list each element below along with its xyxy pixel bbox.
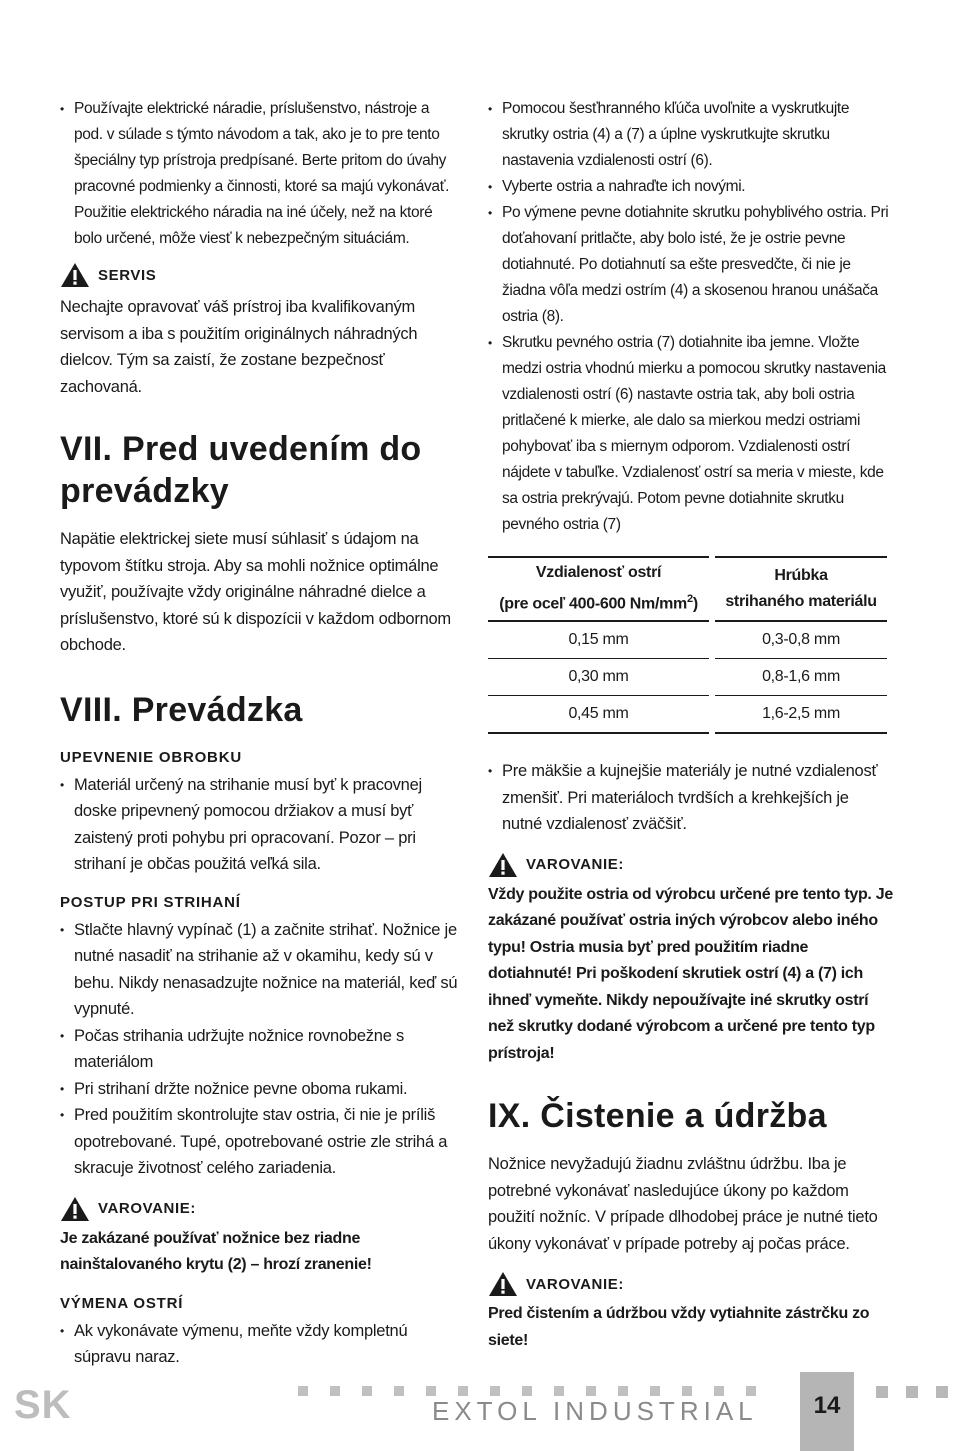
section8-title: VIII. Prevádzka (60, 690, 303, 729)
list-item: • Počas strihania udržujte nožnice rovnobežne s materiálom (60, 1023, 460, 1076)
table-header-thickness: Hrúbka strihaného materiálu (715, 556, 887, 622)
warning2-heading (488, 852, 893, 878)
list-item: • Materiál určený na strihanie musí byť k pracovnej doske pripevnený pomocou držiakov a musí byť zaistený proti pohybu pri opracovaní. Pozor – pri strihaní je občas použitá veľká sila. (60, 772, 460, 878)
list-item: • Pomocou šesťhranného kľúča uvoľnite a vyskrutkujte skrutky ostria (4) a (7) a úplne vyskrutkujte skrutku nastavenia vzdialenosti ostrí (6). (488, 96, 893, 174)
servis-heading (60, 262, 460, 288)
brand-logo: EXTOL INDUSTRIAL (432, 1396, 758, 1426)
list-item: • Ak vykonávate výmenu, meňte vždy kompletnú súpravu naraz. (60, 1318, 460, 1371)
list-item: • Používajte elektrické náradie, príslušenstvo, nástroje a pod. v súlade s týmto návodom a tak, ako je to pre tento špeciálny typ prístroja predpísané. Berte pritom do úvahy pracovné podmienky a činnosti, ktoré sa majú vykonávať. Použitie elektrického náradia na iné účely, než na ktoré bolo určené, môže viesť k nebezpečným situáciám. (60, 96, 460, 252)
material-note-list (488, 758, 893, 838)
list-item: • Pred použitím skontrolujte stav ostria, či nie je príliš opotrebované. Tupé, opotrebované ostrie zle strihá a skracuje životnosť celého zariadenia. (60, 1102, 460, 1182)
vymena-list (60, 1318, 460, 1371)
table-header-row (488, 556, 887, 622)
upevnenie-list (60, 772, 460, 878)
list-item: • Vyberte ostria a nahraďte ich novými. (488, 174, 893, 200)
servis-text: Nechajte opravovať váš prístroj iba kvalifikovaným servisom a iba s použitím originálnych náhradných dielcov. Tým sa zaistí, že zostane bezpečnosť zachovaná. (60, 298, 418, 396)
warning-icon (488, 852, 518, 878)
warning2-title: VAROVANIE: (526, 856, 624, 873)
postup-list (60, 917, 460, 1182)
list-item: • Po výmene pevne dotiahnite skrutku pohyblivého ostria. Pri doťahovaní pritlačte, aby bolo isté, že je ostrie pevne dotiahnuté. Po dotiahnutí sa ešte presvedčte, či nie je žiadna vôľa medzi ostrím (4) a skosenou hranou unášača ostria (8). (488, 200, 893, 330)
warning1-title: VAROVANIE: (98, 1200, 196, 1217)
section7-text: Napätie elektrickej siete musí súhlasiť s údajom na typovom štítku stroja. Aby sa mohli nožnice optimálne využiť, používajte vždy originálne náhradné dielce a príslušenstvo, ktoré sú k dispozícii v každom odbornom obchode. (60, 530, 451, 654)
section7-title: VII. Pred uvedením do prevádzky (60, 430, 422, 510)
warning3-title: VAROVANIE: (526, 1275, 624, 1293)
postup-title: POSTUP PRI STRIHANÍ (60, 893, 241, 911)
table-row: 0,45 mm 1,6-2,5 mm (488, 696, 887, 734)
list-item: • Pre mäkšie a kujnejšie materiály je nutné vzdialenosť zmenšiť. Pri materiáloch tvrdších a krehkejších je nutné vzdialenosť zväčšiť. (488, 758, 893, 838)
warning3-text: Pred čistením a údržbou vždy vytiahnite zástrčku zo siete! (488, 1305, 870, 1349)
table-header-gap: Vzdialenosť ostrí (pre oceľ 400-600 $Nm/mm^2$) (488, 556, 709, 622)
table-row: 0,30 mm 0,8-1,6 mm (488, 659, 887, 696)
warning3-heading (488, 1271, 893, 1297)
right-column (488, 96, 893, 1354)
left-column (60, 96, 460, 1371)
language-code: SK (14, 1383, 72, 1427)
list-item: • Pri strihaní držte nožnice pevne oboma rukami. (60, 1076, 460, 1103)
list-item: • Stlačte hlavný vypínač (1) a začnite strihať. Nožnice je nutné nasadiť na strihanie až v okamihu, kedy sú v behu. Nikdy nenasadzujte nožnice na materiál, keď sú vypnuté. (60, 917, 460, 1023)
blade-steps-list (488, 96, 893, 538)
warning-icon (60, 1196, 90, 1222)
blade-gap-table (482, 556, 893, 734)
vymena-title: VÝMENA OSTRÍ (60, 1294, 184, 1312)
warning-icon (488, 1271, 518, 1297)
footer-decoration (298, 1386, 756, 1396)
warning2-text: Vždy použite ostria od výrobcu určené pre tento typ. Je zakázané používať ostria iných výrobcov alebo iného typu! Ostria musia byť pred použitím riadne dotiahnuté! Pri poškodení skrutiek ostrí (4) a (7) ich ihneď vymeňte. Nikdy nepoužívajte iné skrutky ostrí než skrutky dodané výrobcom a určené pre tento typ prístroja! (488, 885, 893, 1062)
section9-text: Nožnice nevyžadujú žiadnu zvláštnu údržbu. Iba je potrebné vykonávať nasledujúce úkony po každom použití nožníc. V prípade dlhodobej práce je nutné tieto úkony vykonávať v prípade potreby aj počas práce. (488, 1155, 878, 1253)
intro-list (60, 96, 460, 252)
servis-title: SERVIS (98, 266, 157, 284)
warning1-heading (60, 1196, 460, 1222)
upevnenie-title: UPEVNENIE OBROBKU (60, 748, 242, 766)
footer-decoration-right (876, 1386, 948, 1398)
section9-title: IX. Čistenie a údržba (488, 1097, 827, 1135)
table-row: 0,15 mm 0,3-0,8 mm (488, 622, 887, 659)
page-number: 14 (813, 1392, 841, 1419)
warning1-text: Je zakázané používať nožnice bez riadne nainštalovaného krytu (2) – hrozí zranenie! (60, 1229, 372, 1273)
list-item: • Skrutku pevného ostria (7) dotiahnite iba jemne. Vložte medzi ostria vhodnú mierku a pomocou skrutky nastavenia vzdialenosti ostrí (6) nastavte ostria tak, aby boli ostria pritlačené k mierke, ale dalo sa mierkou medzi ostriami pohybovať iba s miernym odporom. Vzdialenosti ostrí nájdete v tabuľke. Vzdialenosť ostrí sa meria v mieste, kde sa ostria prekrývajú. Potom pevne dotiahnite skrutku pevného ostria (7) (488, 330, 893, 538)
warning-icon (60, 262, 90, 288)
